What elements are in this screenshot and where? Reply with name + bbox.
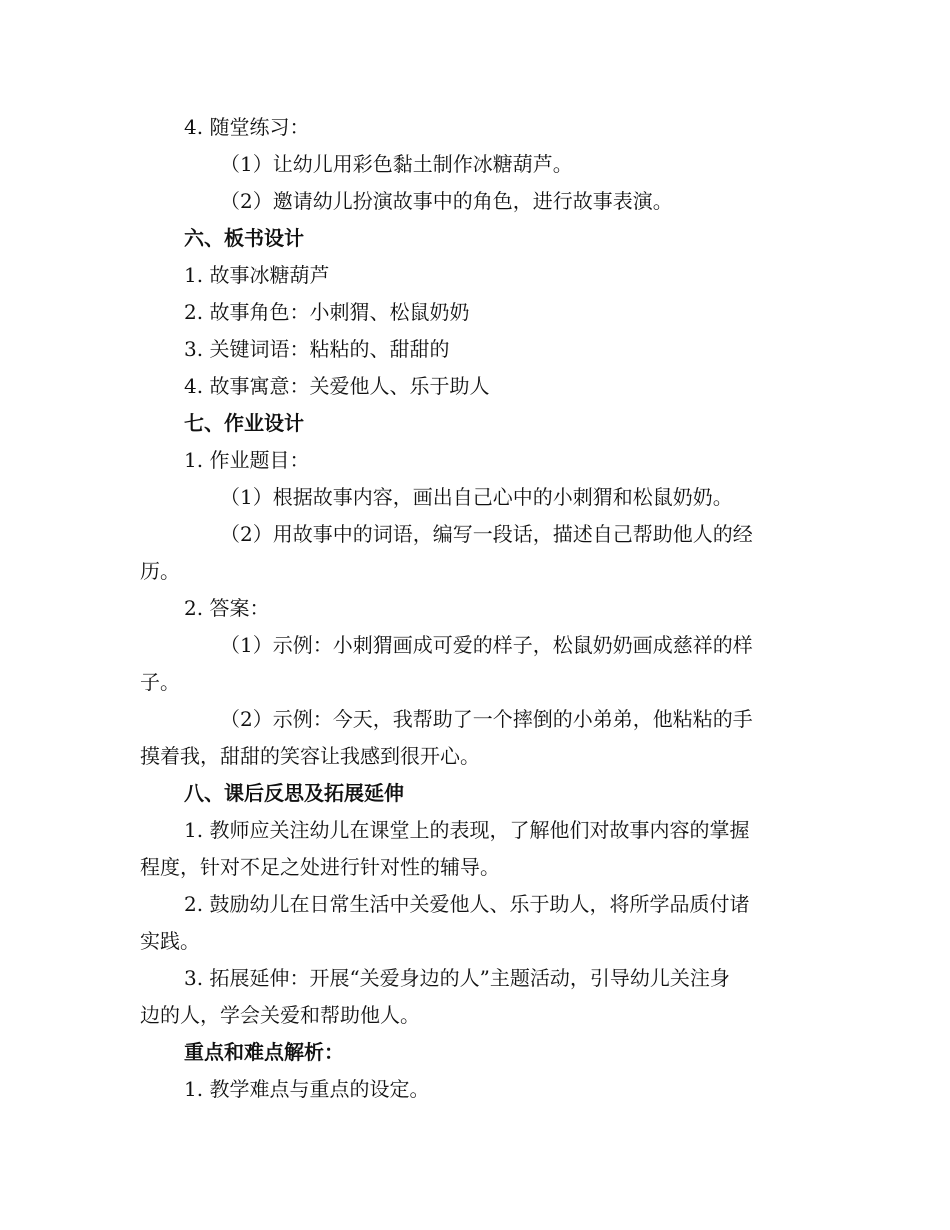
sub-item: （1）让幼儿用彩色黏土制作冰糖葫芦。 xyxy=(220,152,573,176)
list-item: 3. 关键词语：粘粘的、甜甜的 xyxy=(184,337,450,361)
list-item: 1. 作业题目： xyxy=(184,448,310,472)
list-item: 2. 答案： xyxy=(184,596,270,620)
paragraph-continuation: 实践。 xyxy=(140,929,200,953)
sub-item: （2）用故事中的词语，编写一段话，描述自己帮助他人的经 xyxy=(220,522,753,546)
sub-item: （1）示例：小刺猬画成可爱的样子，松鼠奶奶画成慈祥的样 xyxy=(220,633,753,657)
list-item: 1. 教学难点与重点的设定。 xyxy=(184,1077,430,1101)
sub-item: （2）邀请幼儿扮演故事中的角色，进行故事表演。 xyxy=(220,189,673,213)
list-item: 3. 拓展延伸：开展“关爱身边的人”主题活动，引导幼儿关注身 xyxy=(184,966,730,990)
paragraph-continuation: 历。 xyxy=(140,559,180,583)
paragraph-continuation: 子。 xyxy=(140,670,180,694)
section-heading: 重点和难点解析： xyxy=(184,1040,344,1064)
list-item: 2. 故事角色：小刺猬、松鼠奶奶 xyxy=(184,300,470,324)
sub-item: （2）示例：今天，我帮助了一个摔倒的小弟弟，他粘粘的手 xyxy=(220,707,753,731)
list-item: 1. 教师应关注幼儿在课堂上的表现，了解他们对故事内容的掌握 xyxy=(184,818,750,842)
list-item: 1. 故事冰糖葫芦 xyxy=(184,263,330,287)
section-heading: 七、作业设计 xyxy=(184,411,304,435)
paragraph-continuation: 摸着我，甜甜的笑容让我感到很开心。 xyxy=(140,744,480,768)
section-heading: 六、板书设计 xyxy=(184,226,304,250)
paragraph-continuation: 程度，针对不足之处进行针对性的辅导。 xyxy=(140,855,500,879)
list-item: 2. 鼓励幼儿在日常生活中关爱他人、乐于助人，将所学品质付诸 xyxy=(184,892,750,916)
section-heading: 八、课后反思及拓展延伸 xyxy=(184,781,404,805)
list-item: 4. 随堂练习： xyxy=(184,115,310,139)
list-item: 4. 故事寓意：关爱他人、乐于助人 xyxy=(184,374,490,398)
sub-item: （1）根据故事内容，画出自己心中的小刺猬和松鼠奶奶。 xyxy=(220,485,733,509)
paragraph-continuation: 边的人，学会关爱和帮助他人。 xyxy=(140,1003,420,1027)
